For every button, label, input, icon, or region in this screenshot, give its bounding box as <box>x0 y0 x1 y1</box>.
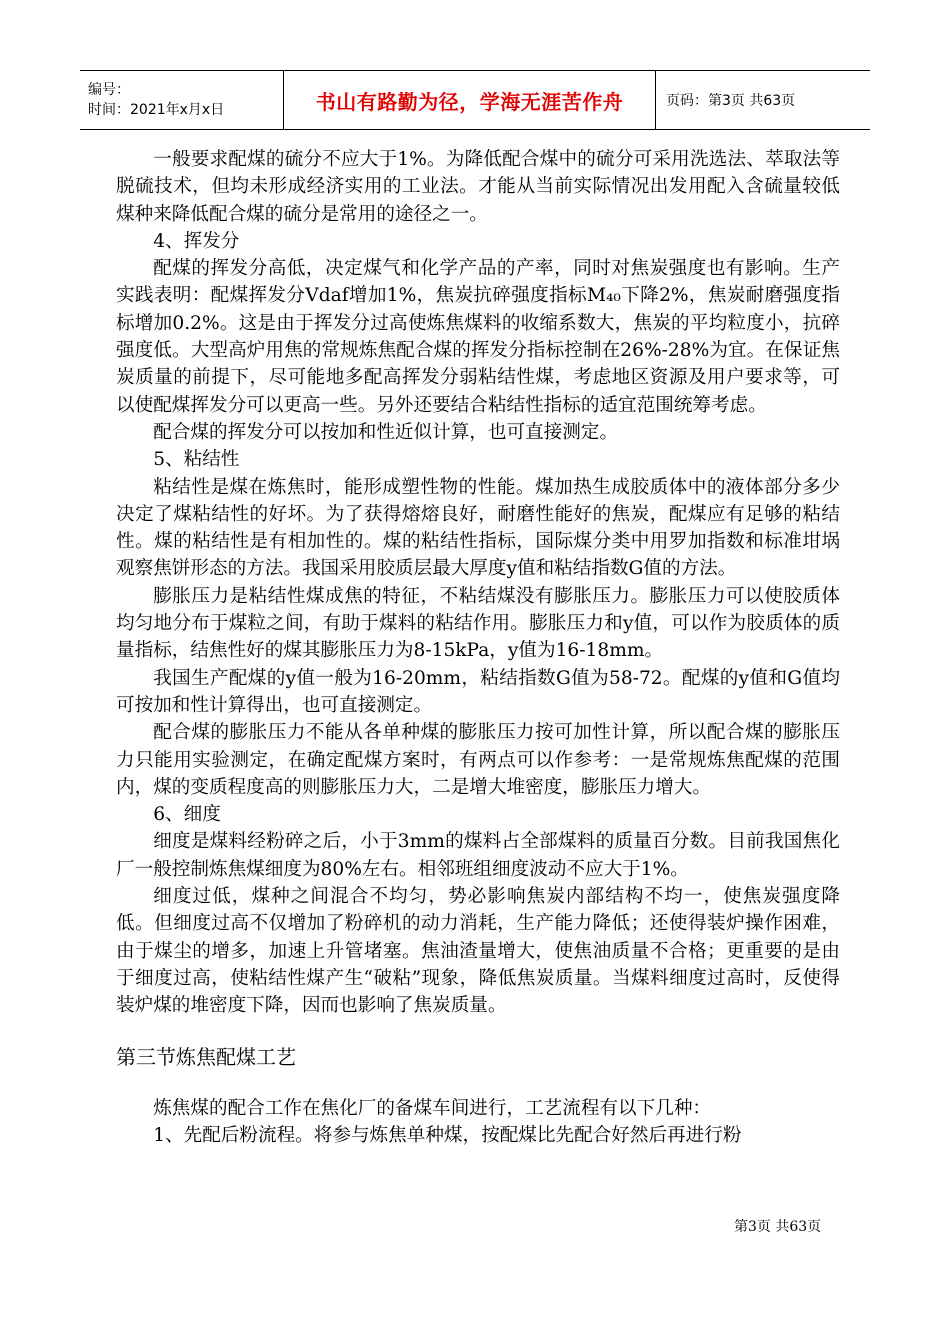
subheading-volatile: 4、挥发分 <box>153 230 240 252</box>
paragraph: 粘结性是煤在炼焦时，能形成塑性物的性能。煤加热生成胶质体中的液体部分多少决定了煤粘结性的好坏。为了获得熔熔良好，耐磨性能好的焦炭，配煤应有足够的粘结性。煤的粘结性是有相加性的。煤的粘结性指标，国际煤分类中用罗加指数和标准坩埚观察焦饼形态的方法。我国采用胶质层最大厚度y值和粘结指数G值的方法。 <box>116 476 840 580</box>
paragraph: 细度是煤料经粉碎之后，小于3mm的煤料占全部煤料的质量百分数。目前我国焦化厂一般控制炼焦煤细度为80%左右。相邻班组细度波动不应大于1%。 <box>116 831 840 880</box>
section-title: 第三节炼焦配煤工艺 <box>116 1044 296 1069</box>
paragraph: 配合煤的膨胀压力不能从各单种煤的膨胀压力按可加性计算，所以配合煤的膨胀压力只能用实验测定，在确定配煤方案时，有两点可以作参考：一是常规炼焦配煤的范围内，煤的变质程度高的则膨胀压力大，二是增大堆密度，膨胀压力增大。 <box>116 722 840 798</box>
page-header <box>80 70 870 130</box>
doc-number-label: 编号： <box>88 82 130 98</box>
subheading-fineness: 6、细度 <box>153 804 221 826</box>
header-page-label: 页码：第3页 共63页 <box>666 93 796 109</box>
paragraph: 1、先配后粉流程。将参与炼焦单种煤，按配煤比先配合好然后再进行粉 <box>153 1125 742 1147</box>
document-body <box>116 146 840 1149</box>
subheading-caking: 5、粘结性 <box>153 449 240 471</box>
paragraph: 炼焦煤的配合工作在焦化厂的备煤车间进行，工艺流程有以下几种： <box>153 1097 712 1119</box>
paragraph: 配合煤的挥发分可以按加和性近似计算，也可直接测定。 <box>153 421 619 443</box>
paragraph: 我国生产配煤的y值一般为16-20mm，粘结指数G值为58-72。配煤的y值和G值均可按加和性计算得出，也可直接测定。 <box>116 667 840 716</box>
paragraph: 细度过低，煤种之间混合不均匀，势必影响焦炭内部结构不均一，使焦炭强度降低。但细度过高不仅增加了粉碎机的动力消耗，生产能力降低；还使得装炉操作困难，由于煤尘的增多，加速上升管堵塞。焦油渣量增大，使焦油质量不合格；更重要的是由于细度过高，使粘结性煤产生“破粘”现象，降低焦炭质量。当煤料细度过高时，反使得装炉煤的堆密度下降，因而也影响了焦炭质量。 <box>116 886 840 1017</box>
header-motto: 书山有路勤为径，学海无涯苦作舟 <box>284 71 656 129</box>
paragraph: 一般要求配煤的硫分不应大于1%。为降低配合煤中的硫分可采用洗选法、萃取法等脱硫技术，但均未形成经济实用的工业法。才能从当前实际情况出发用配入含硫量较低煤种来降低配合煤的硫分是常用的途径之一。 <box>116 149 840 225</box>
paragraph: 配煤的挥发分高低，决定煤气和化学产品的产率，同时对焦炭强度也有影响。生产实践表明：配煤挥发分Vdaf增加1%，焦炭抗碎强度指标M₄₀下降2%，焦炭耐磨强度指标增加0.2%。这是由于挥发分过高使炼焦煤料的收缩系数大，焦炭的平均粒度小，抗碎强度低。大型高炉用焦的常规炼焦配合煤的挥发分指标控制在26%-28%为宜。在保证焦炭质量的前提下，尽可能地多配高挥发分弱粘结性煤，考虑地区资源及用户要求等，可以使配煤挥发分可以更高一些。另外还要结合粘结性指标的适宜范围统筹考虑。 <box>116 258 840 416</box>
date-label: 时间：2021年x月x日 <box>88 102 225 118</box>
header-left <box>80 71 284 129</box>
paragraph: 膨胀压力是粘结性煤成焦的特征，不粘结煤没有膨胀压力。膨胀压力可以使胶质体均匀地分布于煤粒之间，有助于煤料的粘结作用。膨胀压力和y值，可以作为胶质体的质量指标，结焦性好的煤其膨胀压力为8-15kPa，y值为16-18mm。 <box>116 585 840 662</box>
page-footer: 第3页 共63页 <box>734 1219 822 1235</box>
